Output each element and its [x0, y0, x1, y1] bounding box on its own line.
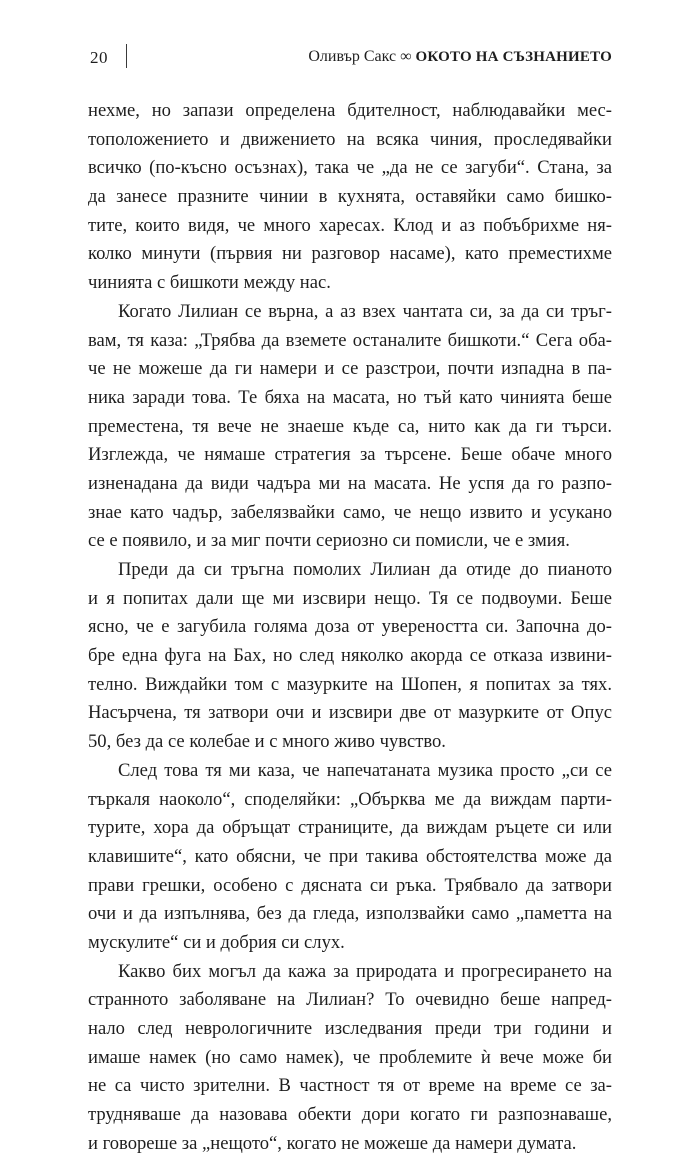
paragraph — [88, 757, 612, 958]
text-line: изненадана да види чадъра ми на масата. Не успя да го разпо- — [88, 472, 612, 494]
text-line: 50, без да се колебае и с много живо чувство. — [88, 731, 446, 753]
text-line: нало след неврологичните изследвания преди три години и — [88, 1018, 612, 1039]
text-line: турите, хора да обръщат страниците, да виждам ръцете си или — [88, 817, 612, 839]
text-line: вам, тя каза: „Трябва да вземете останалите бишкоти.“ Сега оба- — [88, 329, 612, 351]
text-line: знае като чадър, забелязвайки само, че нещо извито и усукано — [88, 501, 612, 523]
text-line: телно. Виждайки том с мазурките на Шопен, я попитах за тях. — [88, 673, 612, 695]
text-line: трудняваше да назовава обекти дори когато ги разпознаваше, — [88, 1104, 612, 1126]
text-line: и говореше за „нещото“, когато не можеше да намери думата. — [88, 1132, 577, 1154]
infinity-separator: ∞ — [400, 48, 412, 65]
text-line: имаше намек (но само намек), че проблемите ѝ вече може би — [88, 1046, 612, 1068]
body-text — [88, 97, 612, 1158]
text-line: прави грешки, особено с дясната си ръка. Трябвало да затвори — [88, 874, 612, 896]
text-line: мускулите“ си и добрия си слух. — [88, 931, 345, 953]
running-header — [88, 44, 612, 74]
text-line: Когато Лилиан се върна, а аз взех чантата си, за да си тръг- — [118, 300, 612, 322]
text-line: тоположението и движението на всяка чиния, проследявайки — [88, 128, 612, 150]
text-line: и я попитах дали ще ми изсвири нещо. Тя се подвоуми. Беше — [88, 587, 612, 609]
paragraph — [88, 298, 612, 556]
text-line: ясно, че е загубила голяма доза от увереността си. Започна до- — [88, 616, 612, 638]
text-line: да занесе празните чинии в кухнята, оставяйки само бишко- — [88, 186, 612, 208]
text-line: преместена, тя вече не знаеше къде са, нито как да ги търси. — [88, 415, 612, 437]
text-line: тите, които видя, че много харесах. Клод и аз побъбрихме ня- — [88, 214, 612, 236]
text-line: чинията с бишкоти между нас. — [88, 272, 331, 294]
book-title: ОКОТО НА СЪЗНАНИЕТО — [415, 49, 612, 65]
text-line: Преди да си тръгна помолих Лилиан да отиде до пианото — [118, 559, 612, 580]
text-line: Какво бих могъл да кажа за природата и прогресирането на — [118, 960, 612, 982]
text-line: ника заради това. Те бяха на масата, но тъй като чинията беше — [88, 386, 612, 408]
text-line: не са чисто зрителни. В частност тя от време на време се за- — [88, 1075, 612, 1097]
running-head — [308, 48, 612, 66]
text-line: се е появило, и за миг почти сериозно си помисли, че е змия. — [88, 530, 570, 552]
paragraph — [88, 556, 612, 757]
author-name: Оливър Сакс — [308, 48, 397, 65]
text-line: Изглежда, че нямаше стратегия за търсене. Беше обаче много — [88, 444, 612, 466]
text-line: нехме, но запази определена бдителност, наблюдавайки мес- — [88, 100, 612, 121]
text-line: че не можеше да ги намери и се разстрои, почти изпадна в па- — [88, 358, 612, 380]
text-line: бре една фуга на Бах, но след няколко акорда се отказа извини- — [88, 645, 612, 667]
page-number: 20 — [90, 48, 108, 67]
text-line: странното заболяване на Лилиан? То очевидно беше напред- — [88, 989, 612, 1011]
paragraph — [88, 958, 612, 1158]
text-line: търкаля наоколо“, споделяйки: „Обърква ме да виждам парти- — [88, 788, 612, 810]
text-line: всичко (по-късно осъзнах), така че „да не се загуби“. Стана, за — [88, 157, 612, 179]
header-divider — [126, 44, 127, 68]
text-line: След това тя ми каза, че напечатаната музика просто „си се — [118, 759, 612, 781]
text-line: колко минути (първия ни разговор насаме), като преместихме — [88, 243, 612, 265]
text-line: Насърчена, тя затвори очи и изсвири две от мазурките от Опус — [88, 702, 612, 724]
paragraph — [88, 97, 612, 298]
text-line: клавишите“, като обясни, че при такива обстоятелства може да — [88, 845, 612, 867]
text-line: очи и да изпълнява, без да гледа, използвайки само „паметта на — [88, 903, 612, 925]
